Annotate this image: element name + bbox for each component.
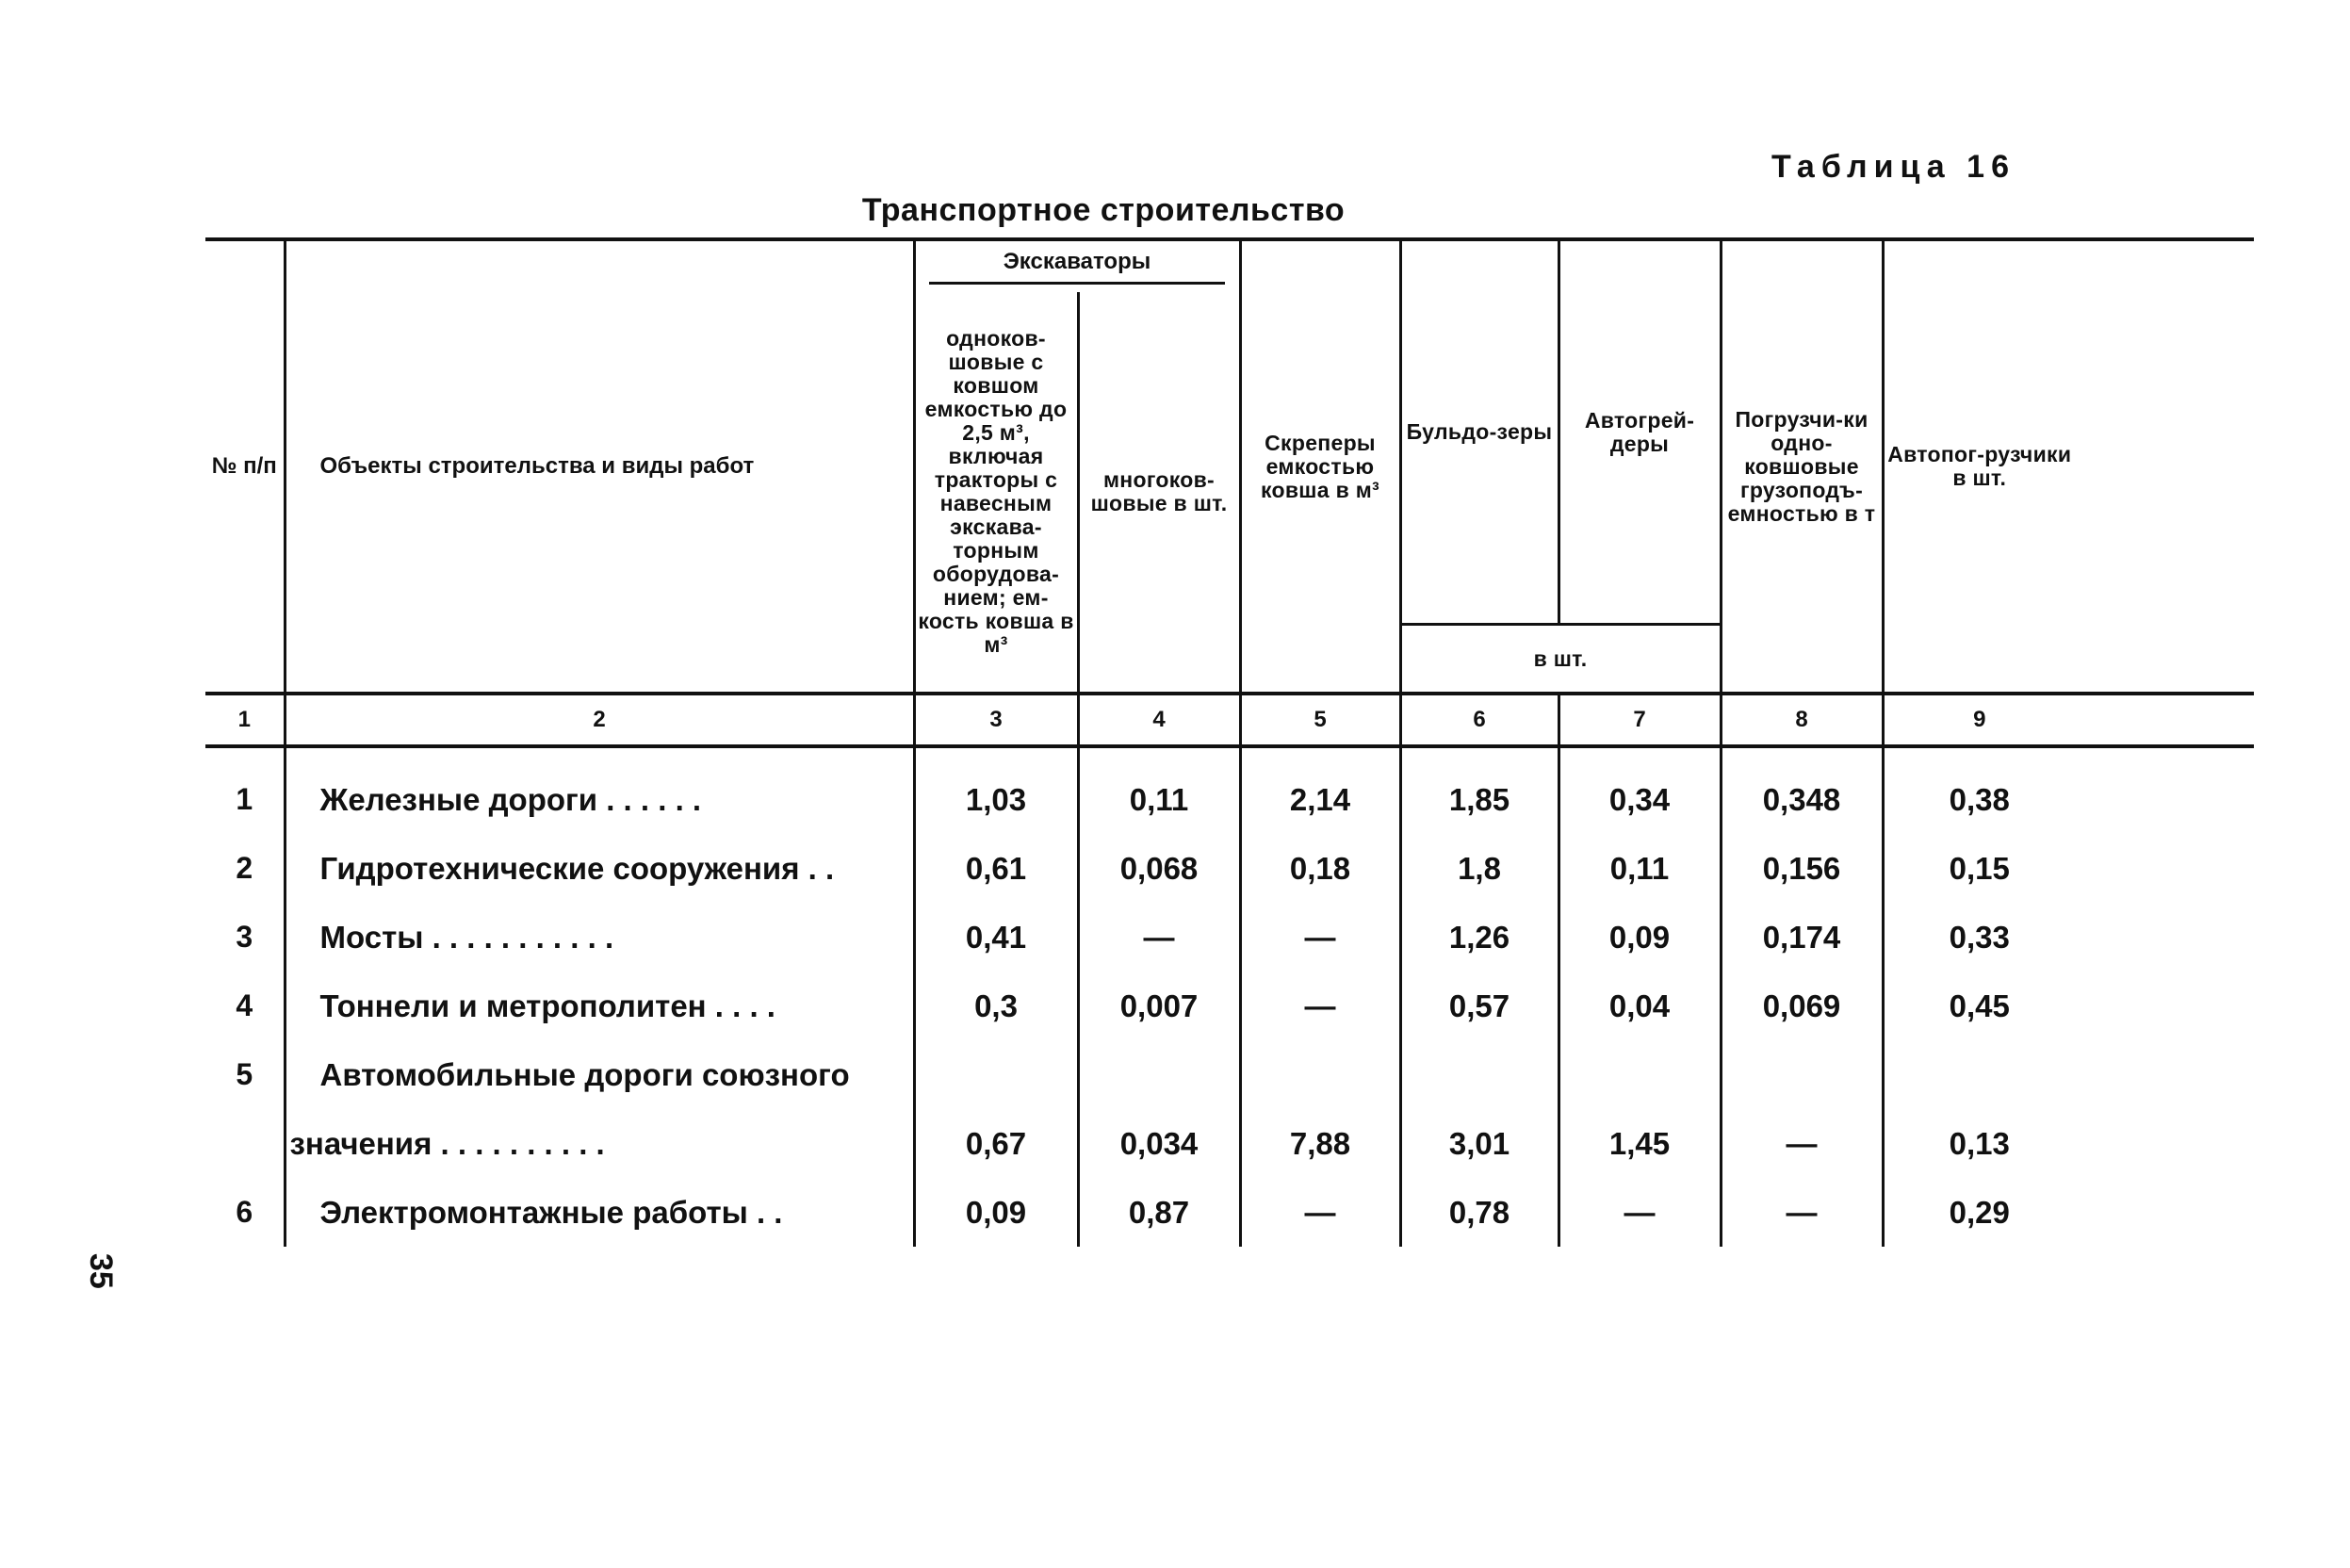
- cell-col-9: 0,38: [1949, 781, 2010, 817]
- column-number: 8: [1721, 694, 1883, 746]
- cell-col-6: 0,57: [1400, 972, 1559, 1040]
- header-col-5: Скреперы емкостью ковша в м³: [1240, 239, 1400, 694]
- cell-col-8: —: [1721, 1178, 1883, 1247]
- table-row: [205, 972, 2254, 1040]
- column-number: 9: [1883, 694, 2254, 746]
- cell-col-3: [914, 1040, 1078, 1109]
- table-label: Таблица 16: [1771, 149, 2015, 185]
- header-excavators-group: [914, 239, 1240, 292]
- cell-col-5: [1240, 1040, 1400, 1109]
- cell-col-6: 1,8: [1400, 834, 1559, 903]
- table-row: [205, 1040, 2254, 1109]
- cell-col-5: 2,14: [1240, 746, 1400, 834]
- cell-col-7: [1559, 1040, 1721, 1109]
- cell-col-9: 0,45: [1949, 988, 2010, 1023]
- header-col-7: Автогрей-деры: [1559, 239, 1721, 625]
- column-number: 7: [1559, 694, 1721, 746]
- column-number: 1: [205, 694, 285, 746]
- cell-col-5: —: [1240, 903, 1400, 972]
- cell-col-3: 1,03: [914, 746, 1078, 834]
- header-col-1: № п/п: [205, 239, 285, 694]
- row-name: Электромонтажные работы . .: [285, 1178, 914, 1247]
- header-col-9: Автопог-рузчики в шт.: [1887, 442, 2072, 490]
- cell-col-4: 0,068: [1078, 834, 1240, 903]
- cell-col-6: 1,26: [1400, 903, 1559, 972]
- cell-col-8: 0,069: [1721, 972, 1883, 1040]
- table-header: [205, 239, 2254, 746]
- row-name: Гидротехнические сооружения . .: [285, 834, 914, 903]
- cell-col-7: 1,45: [1559, 1109, 1721, 1178]
- row-name: Мосты . . . . . . . . . . .: [285, 903, 914, 972]
- table-body: [205, 746, 2254, 1247]
- cell-col-7: 0,34: [1559, 746, 1721, 834]
- row-number: [205, 1109, 285, 1178]
- cell-col-7: —: [1559, 1178, 1721, 1247]
- table-row: [205, 746, 2254, 834]
- cell-col-9: [1883, 1040, 2254, 1109]
- header-col-8: Погрузчи-ки одно-ковшовые грузоподъ-емностью в т: [1721, 239, 1883, 694]
- row-name: Тоннели и метрополитен . . . .: [285, 972, 914, 1040]
- table-row: [205, 1109, 2254, 1178]
- cell-col-6: 1,85: [1400, 746, 1559, 834]
- cell-col-6: [1400, 1040, 1559, 1109]
- cell-col-6: 0,78: [1400, 1178, 1559, 1247]
- header-col-6-7-unit: в шт.: [1400, 625, 1721, 694]
- cell-col-7: 0,11: [1559, 834, 1721, 903]
- cell-col-9: 0,29: [1949, 1194, 2010, 1230]
- cell-col-3: 0,61: [914, 834, 1078, 903]
- cell-col-4: 0,034: [1078, 1109, 1240, 1178]
- column-number: 5: [1240, 694, 1400, 746]
- row-number: 5: [205, 1040, 285, 1109]
- data-table: [205, 237, 2254, 1247]
- cell-col-5: —: [1240, 1178, 1400, 1247]
- column-numbers-row: [205, 694, 2254, 746]
- cell-col-4: 0,11: [1078, 746, 1240, 834]
- row-number: 3: [205, 903, 285, 972]
- row-number: 1: [205, 746, 285, 834]
- column-number: 4: [1078, 694, 1240, 746]
- column-number: 3: [914, 694, 1078, 746]
- cell-col-8: 0,156: [1721, 834, 1883, 903]
- page-number: 35: [83, 1253, 119, 1289]
- column-number: 6: [1400, 694, 1559, 746]
- header-col-3: одноков-шовые с ковшом емкостью до 2,5 м³, включая тракторы с навесным экскава-торным оборудова-нием; ем-кость ковша в м³: [914, 292, 1078, 694]
- cell-col-6: 3,01: [1400, 1109, 1559, 1178]
- cell-col-5: —: [1240, 972, 1400, 1040]
- cell-col-7: 0,09: [1559, 903, 1721, 972]
- row-name: Железные дороги . . . . . .: [285, 746, 914, 834]
- cell-col-8: 0,174: [1721, 903, 1883, 972]
- header-col-6: Бульдо-зеры: [1400, 239, 1559, 625]
- cell-col-4: [1078, 1040, 1240, 1109]
- cell-col-4: —: [1078, 903, 1240, 972]
- row-name-continuation: значения . . . . . . . . . .: [285, 1109, 914, 1178]
- cell-col-3: 0,67: [914, 1109, 1078, 1178]
- cell-col-9: 0,33: [1949, 919, 2010, 955]
- header-col-2: Объекты строительства и виды работ: [285, 239, 914, 694]
- cell-col-4: 0,007: [1078, 972, 1240, 1040]
- row-number: 2: [205, 834, 285, 903]
- table-row: [205, 1178, 2254, 1247]
- cell-col-8: [1721, 1040, 1883, 1109]
- row-number: 4: [205, 972, 285, 1040]
- cell-col-3: 0,09: [914, 1178, 1078, 1247]
- cell-col-8: —: [1721, 1109, 1883, 1178]
- table-row: [205, 834, 2254, 903]
- cell-col-8: 0,348: [1721, 746, 1883, 834]
- page-title: Транспортное строительство: [861, 192, 1346, 228]
- cell-col-9: 0,15: [1949, 850, 2010, 886]
- cell-col-5: 0,18: [1240, 834, 1400, 903]
- row-name: Автомобильные дороги союзного: [285, 1040, 914, 1109]
- table-row: [205, 903, 2254, 972]
- cell-col-3: 0,41: [914, 903, 1078, 972]
- cell-col-7: 0,04: [1559, 972, 1721, 1040]
- cell-col-5: 7,88: [1240, 1109, 1400, 1178]
- cell-col-4: 0,87: [1078, 1178, 1240, 1247]
- header-col-4: многоков-шовые в шт.: [1078, 292, 1240, 694]
- row-number: 6: [205, 1178, 285, 1247]
- column-number: 2: [285, 694, 914, 746]
- cell-col-9: 0,13: [1949, 1125, 2010, 1161]
- header-excavators-label: Экскаваторы: [929, 250, 1225, 285]
- cell-col-3: 0,3: [914, 972, 1078, 1040]
